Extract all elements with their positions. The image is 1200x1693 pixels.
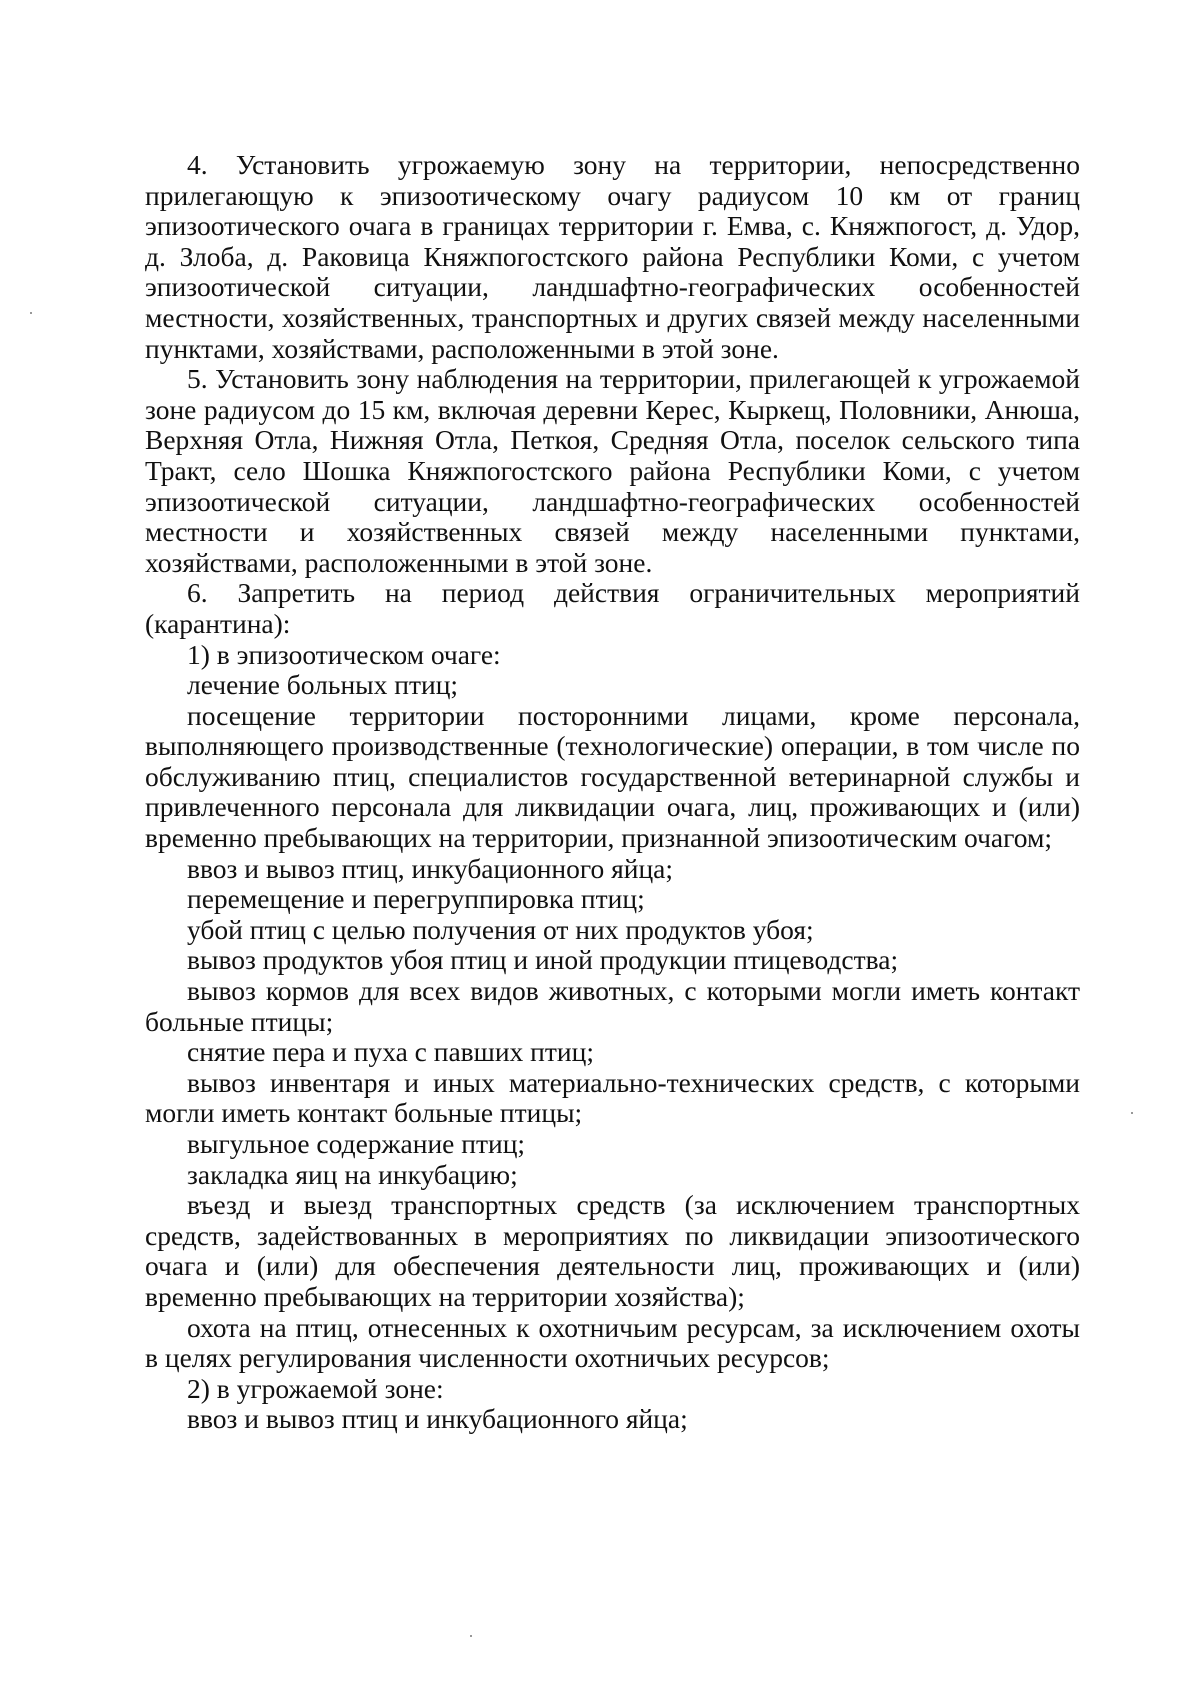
list-item: посещение территории посторонними лицами, кроме персонала, выполняющего производственные (технологические) операции, в том числе по обслуживанию птиц, специалистов государственной ветеринарной службы и привлеченного персонала для ликвидации очага, лиц, проживающих и (или) временно пребывающих на территории, признанной эпизоотическим очагом; [145, 699, 1080, 854]
list-item: снятие пера и пуха с павших птиц; [187, 1036, 594, 1068]
list-item: перемещение и перегруппировка птиц; [187, 883, 645, 915]
list-item: въезд и выезд транспортных средств (за исключением транспортных средств, задействованных в мероприятиях по ликвидации эпизоотического очага и (или) для обеспечения деятельности лиц, проживающих и (или) временно пребывающих на территории хозяйства); [145, 1189, 1080, 1312]
document-body [145, 150, 1080, 1435]
paragraph-item-4: 4. Установить угрожаемую зону на территории, непосредственно прилегающую к эпизоотическому очагу радиусом 10 км от границ эпизоотического очага в границах территории г. Емва, с. Княжпогост, д. Удор, д. Злоба, д. Раковица Княжпогостского района Республики Коми, с учетом эпизоотической ситуации, ландшафтно-географических особенностей местности, хозяйственных, транспортных и других связей между населенными пунктами, хозяйствами, расположенными в этой зоне. [145, 149, 1080, 364]
subitem-heading-1: 1) в эпизоотическом очаге: [187, 638, 501, 670]
scan-speck [30, 312, 32, 314]
list-item: вывоз инвентаря и иных материально-технических средств, с которыми могли иметь контакт больные птицы; [145, 1066, 1080, 1129]
paragraph-item-5: 5. Установить зону наблюдения на территории, прилегающей к угрожаемой зоне радиусом до 15 км, включая деревни Керес, Кыркещ, Половники, Анюша, Верхняя Отла, Нижняя Отла, Петкоя, Средняя Отла, поселок сельского типа Тракт, село Шошка Княжпогостского района Республики Коми, с учетом эпизоотической ситуации, ландшафтно-географических особенностей местности и хозяйственных связей между населенными пунктами, хозяйствами, расположенными в этой зоне. [145, 363, 1080, 578]
list-item: ввоз и вывоз птиц и инкубационного яйца; [187, 1403, 688, 1435]
scan-speck [1131, 1112, 1133, 1114]
list-item: закладка яиц на инкубацию; [187, 1158, 518, 1190]
list-item: выгульное содержание птиц; [187, 1128, 526, 1159]
list-item: охота на птиц, отнесенных к охотничьим ресурсам, за исключением охоты в целях регулирования численности охотничьих ресурсов; [145, 1311, 1080, 1374]
scan-speck [470, 1635, 472, 1637]
list-item: ввоз и вывоз птиц, инкубационного яйца; [187, 852, 674, 884]
list-item: вывоз кормов для всех видов животных, с которыми могли иметь контакт больные птицы; [145, 975, 1080, 1037]
subitem-heading-2: 2) в угрожаемой зоне: [187, 1372, 444, 1404]
paragraph-item-6: 6. Запретить на период действия ограничительных мероприятий (карантина): [145, 577, 1080, 639]
list-item: убой птиц с целью получения от них продуктов убоя; [187, 913, 814, 945]
list-item: лечение больных птиц; [187, 669, 459, 701]
list-item: вывоз продуктов убоя птиц и иной продукции птицеводства; [187, 944, 899, 976]
